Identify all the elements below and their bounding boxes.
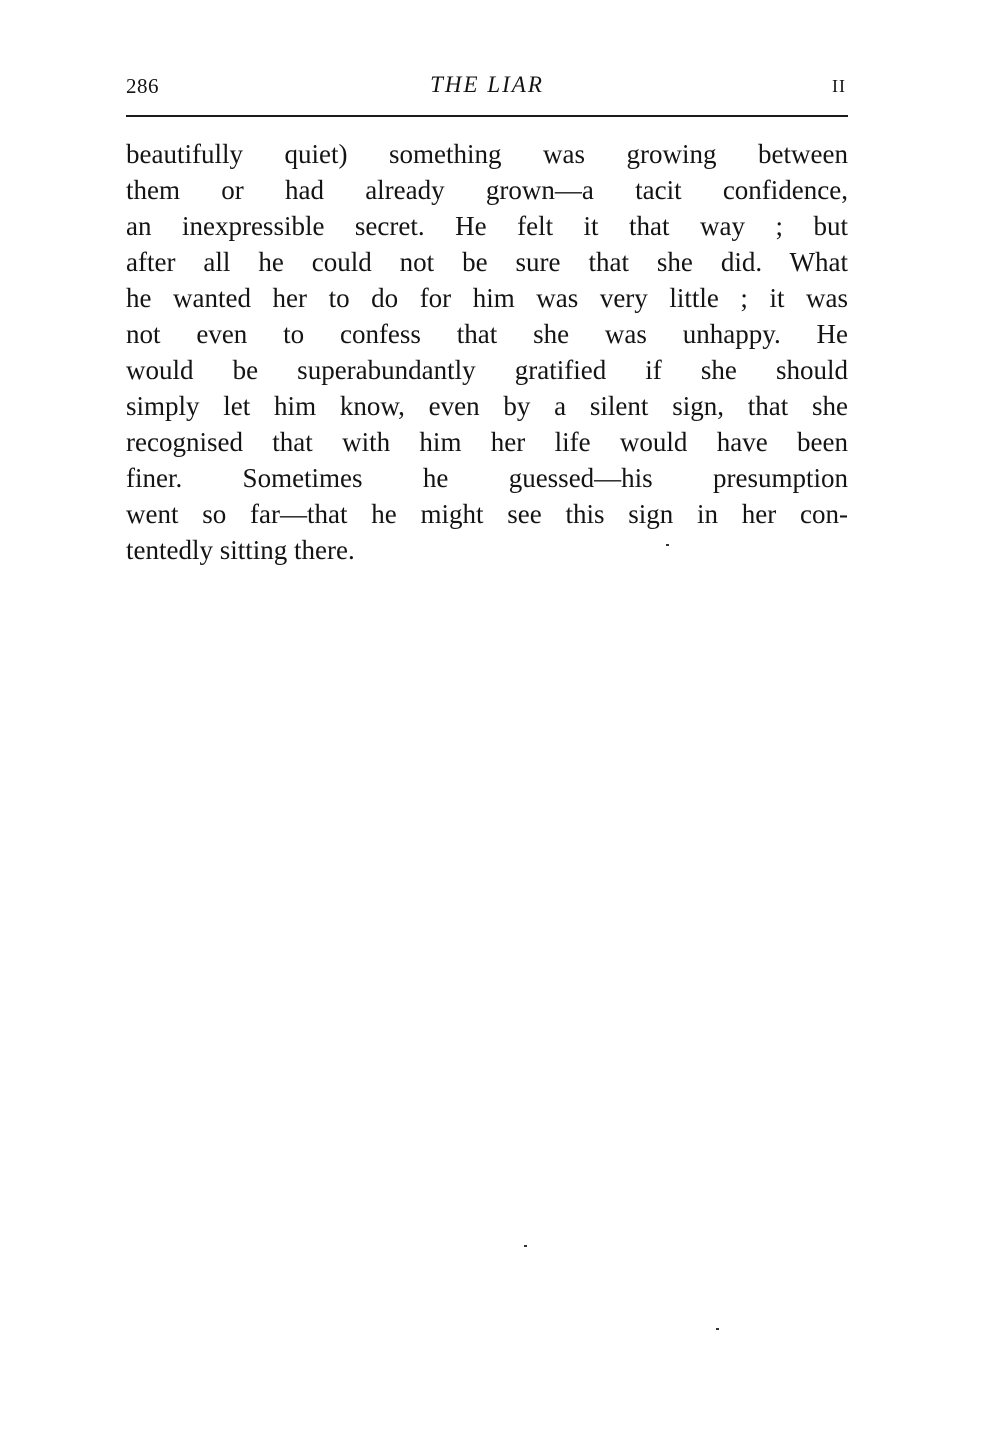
print-speck [524, 1245, 527, 1247]
text-line: he wanted her to do for him was very little ; it was [126, 283, 848, 313]
text-line: went so far—that he might see this sign in her con- [126, 499, 848, 529]
page-number: 286 [126, 74, 159, 98]
text-line: tentedly sitting there. [126, 535, 355, 565]
text-line: simply let him know, even by a silent sign, that she [126, 391, 848, 421]
running-head [126, 72, 848, 102]
text-line: finer. Sometimes he guessed—his presumption [126, 463, 848, 493]
print-speck [666, 544, 669, 546]
text-line: them or had already grown—a tacit confidence, [126, 175, 848, 205]
text-line: recognised that with him her life would have been [126, 427, 848, 457]
chapter-number: II [832, 76, 846, 96]
body-paragraph [126, 136, 848, 568]
header-rule [126, 115, 848, 117]
text-line: beautifully quiet) something was growing between [126, 139, 848, 169]
text-line: would be superabundantly gratified if she should [126, 355, 848, 385]
print-speck [716, 1328, 719, 1330]
text-line: not even to confess that she was unhappy. He [126, 319, 848, 349]
running-title: THE LIAR [430, 72, 544, 97]
text-line: an inexpressible secret. He felt it that way ; but [126, 211, 848, 241]
text-line: after all he could not be sure that she did. What [126, 247, 848, 277]
